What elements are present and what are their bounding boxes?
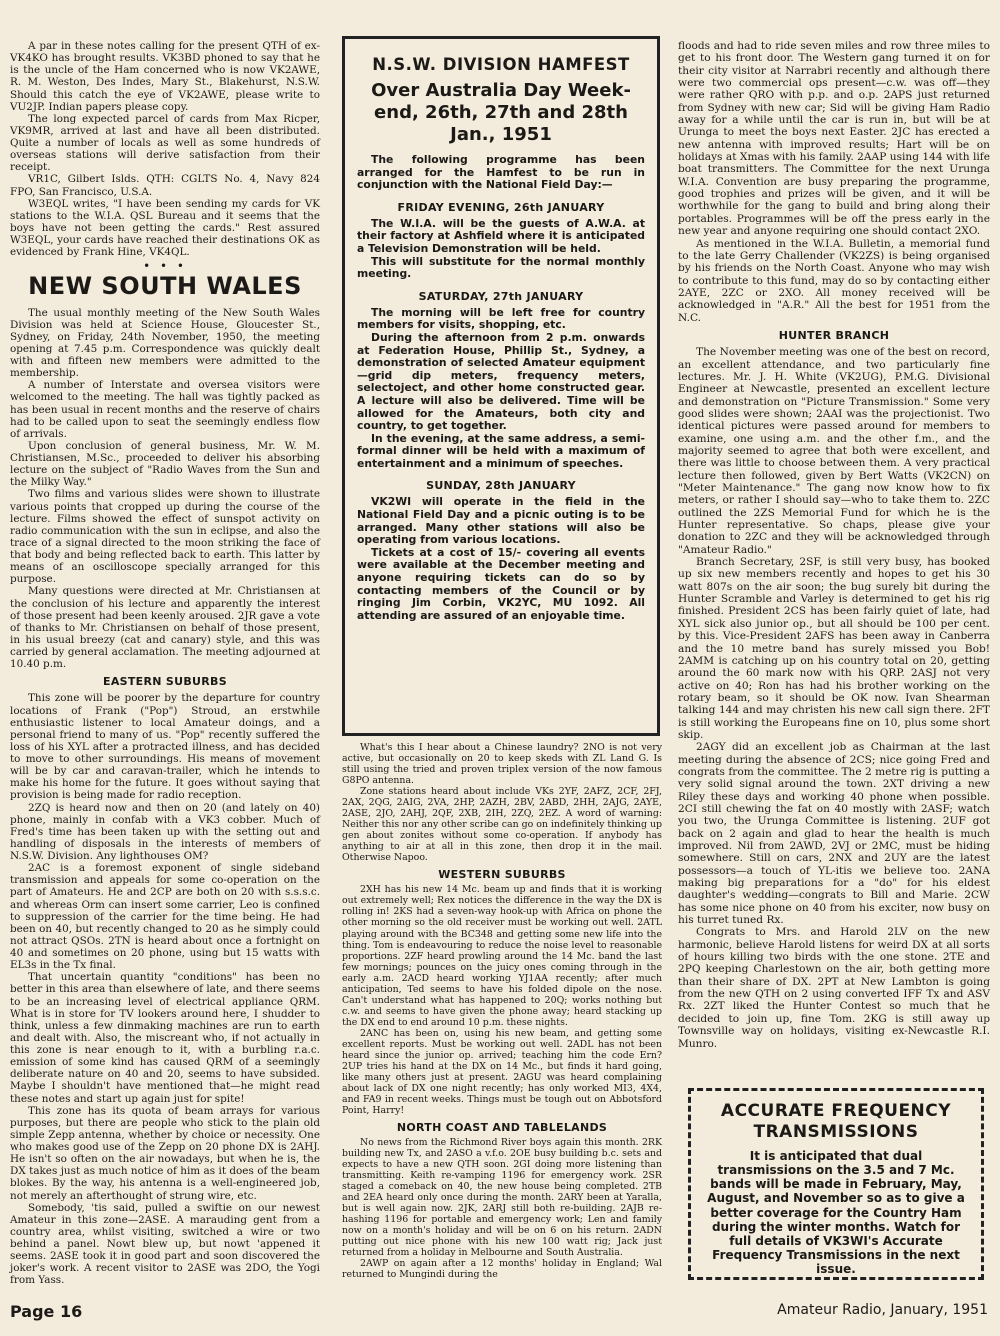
paragraph: 2AC is a foremost exponent of single sideband transmission and appeals for some co-operation on the part of Amateurs. He and 2CP are both on 20 with s.s.s.c. and whereas Orm can insert some carrier, Leo is confined to suppression of the carrier for the time being. He had been on 40, but recently changed to 20 as he simply could not attract QSOs. 2TN is heard about once a fortnight on 40 and sometimes on 20 phone, using but 15 watts with EL3s in the Tx final. (10, 862, 320, 972)
paragraph: The long expected parcel of cards from Max Ricper, VK9MR, arrived at last and have all been distributed. Quite a number of locals as well as some hundreds of overseas stations will derive satisfaction from their receipt. (10, 112, 320, 174)
paragraph: This zone will be poorer by the departure for country locations of Frank ("Pop") Stroud, an erstwhile enthusiastic listener to local Amateur doings, and a personal friend to many of us. "Pop" recently suffered the loss of his XYL after a protracted illness, and has decided to move to other surroundings. His means of movement will be by car and caravan-trailer, which he intends to make his home for the future. It goes without saying that provision is being made for radio reception. (10, 692, 320, 802)
paragraph: Somebody, 'tis said, pulled a swiftie on our newest Amateur in this zone—2ASE. A marauding gent from a country area, whilst visiting, switched a wire or two behind a panel. Nowt blew up, but nowt 'appened it seems. 2ASE took it in good part and soon discovered the joker's work. A recent visitor to 2ASE was 2DO, the Yogi from Yass. (10, 1201, 320, 1287)
paragraph: The W.I.A. will be the guests of A.W.A. at their factory at Ashfield where it is anticipated a Television Demonstration will be held. (357, 216, 645, 255)
paragraph: No news from the Richmond River boys again this month. 2RK building new Tx, and 2ASO a v.f.o. 2OE busy building b.c. sets and expects to have a new QTH soon. 2GI doing more listening than transmitting. Keith re-vamping 1196 for emergency work. 2SR staged a comeback on 40, the new house being completed. 2TB and 2EA heard only once during the month. 2ARY been at Yaralla, but is well again now. 2JK, 2ARJ still both re-building. 2AJB re-hashing 1196 for portable and emergency work; Len and family now on a month's holiday and will be on 6 on his return. 2ADN putting out nice phone with his new 100 watt rig; Jack just returned from a holiday in Melbourne and South Australia. (342, 1137, 662, 1259)
paragraph: 2AWP on again after a 12 months' holiday in England; Wal returned to Mungindi during the (342, 1258, 662, 1281)
paragraph: Zone stations heard about include VKs 2YF, 2AFZ, 2CF, 2FJ, 2AX, 2QG, 2AIG, 2VA, 2HP, 2AZH, 2BV, 2ABD, 2HH, 2AJG, 2AYE, 2ASE, 2JO, 2AHJ, 2QF, 2XB, 2IH, 2ZQ, 2EZ. A word of warning: Neither this nor any other scribe can go on indefinitely thinking up gen about zonites without some co-operation. If anybody has anything to air at all in this zone, then drop it in the mail. Otherwise Napoo. (342, 786, 662, 864)
paragraph: During the afternoon from 2 p.m. onwards at Federation House, Phillip St., Sydney, a demonstration of selected Amateur equipment—grid dip meters, frequency meters, selectoject, and other home constructed gear. A lecture will also be delivered. Time will be allowed for the Amateurs, both city and country, to get together. (357, 330, 645, 433)
hunter-branch-heading: HUNTER BRANCH (778, 328, 890, 342)
paragraph: Two films and various slides were shown to illustrate various points that cropped up during the course of the lecture. Films showed the effect of sunspot activity on radio communication with the sun in eclipse, and also the trace of a signal directed to the moon striking the face of that body and being reflected back to earth. This latter by means of an oscilloscope specially arranged for this purpose. (10, 488, 320, 586)
paragraph: As mentioned in the W.I.A. Bulletin, a memorial fund to the late Gerry Challender (VK2ZS) is being organised by his friends on the North Coast. Anyone who may wish to contribute to this fund, may do so by contacting either 2AYE, 2ZC or 2XO. All money received will be acknowledged in "A.R." All the best for 1951 from the N.C. (678, 237, 990, 324)
paragraph: This zone has its quota of beam arrays for various purposes, but there are people who stick to the plain old simple Zepp antenna, whether by choice or necessity. One who makes good use of the Zepp on 20 phone DX is 2AHJ. He isn't so often on the air nowadays, but when he is, the DX takes just as much notice of him as it does of the beam blokes. By the way, his antenna is a well-engineered job, not merely an afterthought of strung wire, etc. (10, 1104, 320, 1202)
hamfest-subtitle: Over Australia Day Week-end, 26th, 27th and 28th Jan., 1951 (371, 80, 631, 145)
column-right (678, 40, 990, 1050)
paragraph: 2AGY did an excellent job as Chairman at the last meeting during the absence of 2CS; nice going Fred and congrats from the committee. The 2 metre rig is putting a very solid signal around the town. 2XT driving a new Riley these days and working 40 phone when possible. 2CI still chewing the fat on 40 mostly with 2ASF; watch you two, the Urunga Committee is listening. 2UF got back on 2 again and glad to hear the health is much improved. Nil from 2AWD, 2VJ or 2MC, must be hiding somewhere. Still on cars, 2NX and 2UY are the latest possessors—a touch of YL-itis we believe too. 2ANA making big preparations for a "do" for his eldest daughter's wedding—congrats to Bill and Marie. 2CW has some nice phone on 40 from his exciter, now busy on his turret tuned Rx. (678, 741, 990, 927)
paragraph: Congrats to Mrs. and Harold 2LV on the new harmonic, believe Harold listens for weird DX at all sorts of hours killing two birds with the one stone. 2TE and 2PQ keeping Charlestown on the air, both getting more than their share of DX. 2PT at New Lambton is going from the new QTH on 2 using converted IFF Tx and ASV Rx. 2ZT liked the Hunter Contest so much that he decided to join up, fine Tom. 2KG is still away up Townsville way on holidays, visiting ex-Newcastle R.I. Munro. (678, 926, 990, 1050)
paragraph: A par in these notes calling for the present QTH of ex-VK4KO has brought results. VK3BD phoned to say that he is the uncle of the Ham concerned who is now VK2AWE, R. M. Weston, Des Indes, Mary St., Blakehurst, N.S.W. Should this catch the eye of VK2AWE, please write to VU2JP. Indian papers please copy. (10, 40, 320, 113)
accurate-frequency-title: ACCURATE FREQUENCY TRANSMISSIONS (720, 1101, 952, 1142)
north-coast-heading: NORTH COAST AND TABLELANDS (396, 1121, 608, 1135)
paragraph: 2ZQ is heard now and then on 20 (and lately on 40) phone, mainly in confab with a VK3 cobber. Much of Fred's time has been taken up with the setting out and handling of disposals in the interests of members of N.S.W. Division. Any lighthouses OM? (10, 801, 320, 862)
paragraph: Tickets at a cost of 15/- covering all events were available at the December meeting and anyone requiring tickets can do so by contacting members of the Council or by ringing Jim Corbin, VK2YC, MU 1092. All attending are assured of an enjoyable time. (357, 545, 645, 622)
western-suburbs-heading: WESTERN SUBURBS (438, 868, 566, 882)
accurate-frequency-box (688, 1088, 984, 1280)
paragraph: That uncertain quantity "conditions" has been no better in this area than elsewhere of late, and there seems to be an increasing level of electrical appliance QRM. What is in store for TV lookers around here, I shudder to think, unless a few dinmaking machines are run to earth and dealt with. Also, the miscreant who, if not actually in this zone is near enough to it, with a burbling r.a.c. emission of some kind has caused QRM of a seemingly deliberate nature on 40 and 20, seems to have subsided. Maybe I shouldn't have mentioned that—he might read these notes and start up again just for spite! (10, 971, 320, 1105)
paragraph: 2ANC has been on, using his new beam, and getting some excellent reports. Must be working out well. 2ADL has not been heard since the junior op. arrived; teaching him the code Ern? 2UP tries his hand at the DX on 14 Mc., but finds it hard going, like many others just at present. 2AGU was heard complaining about lack of DX one night recently; has only worked MI3, 4X4, and FA9 in recent weeks. Things must be tough out on Abbotsford Point, Harry! (342, 1027, 662, 1116)
column-left (10, 40, 320, 1287)
saturday-heading: SATURDAY, 27th JANUARY (418, 289, 584, 303)
hamfest-box (342, 36, 660, 736)
paragraph: Upon conclusion of general business, Mr. W. M. Christiansen, M.Sc., proceeded to deliver his absorbing lecture on the subject of "Radio Waves from the Sun and the Milky Way." (10, 439, 320, 489)
paragraph: floods and had to ride seven miles and row three miles to get to his front door. The Western gang turned it on for their city visitor at Narrabri recently and although there were two commercial ops present—c.w. was off—they were rather QRO with p.p. and o.p. 2APS just returned from Sydney with new car; Sid will be giving Ham Radio away for a while until the car is run in, but will be at Urunga to meet the boys next Easter. 2JC has erected a new antenna with improved results; Hart will be on holidays at Xmas with his family. 2AAP using 144 with life boat transmitters. The Committee for the next Urunga W.I.A. Convention are busy preparing the programme, good trophies and prizes will be given, and it will be worthwhile for the gang to build and bring along their portables. Programmes will be off the press early in the new year and anyone requiring one should contact 2XO. (678, 40, 990, 238)
friday-heading: FRIDAY EVENING, 26th JANUARY (397, 200, 605, 214)
paragraph: W3EQL writes, "I have been sending my cards for VK stations to the W.I.A. QSL Bureau and it seems that the boys have not been getting the cards." Rest assured W3EQL, your cards have reached their destinations OK as evidenced by Frank Hine, VK4QL. (10, 197, 320, 259)
hamfest-intro: The following programme has been arranged for the Hamfest to be run in conjunction with the National Field Day:— (357, 153, 645, 192)
paragraph: A number of Interstate and oversea visitors were welcomed to the meeting. The hall was tightly packed as has been usual in recent months and the reserve of chairs had to be called upon to seat the seemingly endless flow of arrivals. (10, 379, 320, 440)
hamfest-title: N.S.W. DIVISION HAMFEST (372, 55, 630, 74)
paragraph: Many questions were directed at Mr. Christiansen at the conclusion of his lecture and apparently the interest of those present had been keenly aroused. 2JR gave a vote of thanks to Mr. Christiansen on behalf of those present, in his usual breezy (cat and canary) style, and this was carried by general acclamation. The meeting adjourned at 10.40 p.m. (10, 585, 320, 671)
paragraph: In the evening, at the same address, a semi-formal dinner will be held with a maximum of entertainment and a minimum of speeches. (357, 431, 645, 470)
page-number: Page 16 (10, 1302, 83, 1321)
eastern-suburbs-heading: EASTERN SUBURBS (103, 675, 227, 689)
paragraph: Branch Secretary, 2SF, is still very busy, has booked up six new members recently and hopes to get his 30 watt 807s on the air soon; the bug surely bit during the Hunter Scramble and Varley is determined to get his rig finished. President 2CS has been fairly quiet of late, had XYL sick also junior op., but all should be 100 per cent. by this. Vice-President 2AFS has been away in Canberra and the 10 metre band has surely missed you Bob! 2AMM is catching up on his country total on 20, getting around the 60 mark now with his QRP. 2ASJ not very active on 40; Ron has had his brother working on the rotary beam, so it should be OK now. Ivan Shearman talking 144 and may christen his new call sign there. 2FT is still working the Europeans fine on 10, plus some short skip. (678, 556, 990, 741)
sunday-heading: SUNDAY, 28th JANUARY (426, 479, 576, 493)
publication-footer: Amateur Radio, January, 1951 (777, 1302, 988, 1318)
paragraph: This will substitute for the normal monthly meeting. (357, 254, 645, 281)
accurate-frequency-body: It is anticipated that dual transmissions on the 3.5 and 7 Mc. bands will be made in February, May, August, and November so as to give a better coverage for the Country Ham during the winter months. Watch for full details of VK3WI's Accurate Frequency Transmissions in the next issue. (707, 1149, 965, 1277)
paragraph: VK2WI will operate in the field in the National Field Day and a picnic outing is to be arranged. Many other stations will also be operating from various locations. (357, 495, 645, 547)
nsw-heading: NEW SOUTH WALES (28, 272, 302, 301)
paragraph: The November meeting was one of the best on record, an excellent attendance, and two particularly fine lectures. Mr. J. H. White (VK2UG), P.M.G. Divisional Engineer at Newcastle, presented an excellent lecture and demonstration on "Picture Transmission." Some very good slides were shown; 2AAI was the projectionist. Two identical pictures were passed around for members to examine, one using a.m. and the other f.m., and the majority seemed to agree that both were excellent, and there was little to choose between them. A very practical lecture then followed, given by Bert Watts (VK2CN) on "Meter Maintenance." The gang now know how to fix meters, or rather I should say—who to take them to. 2ZC outlined the 2ZS Memorial Fund for which he is the Hunter representative. So chaps, please give your donation to 2ZC and they will be acknowledged through "Amateur Radio." (678, 346, 990, 556)
section-separator: • • • (143, 259, 187, 274)
paragraph: The morning will be left free for country members for visits, shopping, etc. (357, 305, 645, 332)
paragraph: VR1C, Gilbert Islds. QTH: CGLTS No. 4, Navy 824 FPO, San Francisco, U.S.A. (10, 173, 320, 198)
paragraph: What's this I hear about a Chinese laundry? 2NO is not very active, but occasionally on 20 to keep skeds with ZL Land G. Is still using the tried and proven triplex version of the now famous G8PO antenna. (342, 742, 662, 787)
column-middle (342, 742, 662, 1280)
paragraph: The usual monthly meeting of the New South Wales Division was held at Science House, Gloucester St., Sydney, on Friday, 24th November, 1950, the meeting opening at 7.45 p.m. Correspondence was quickly dealt with and fifteen new members were admitted to the membership. (10, 306, 320, 380)
paragraph: 2XH has his new 14 Mc. beam up and finds that it is working out extremely well; Rex notices the difference in the way the DX is rolling in! 2KS had a seven-way hook-up with Africa on phone the other morning so the old receiver must be working out well. 2ATL playing around with the BC348 and getting some new life into the thing. Tom is endeavouring to reduce the noise level to reasonable proportions. 2ZF heard prowling around the 14 Mc. band the last few mornings; pounces on the juicy ones coming through in the early a.m. 2ACD heard working YJ1AA recently; after much anticipation, Ted seems to have his folded dipole on the nose. Can't understand what has happened to 20Q; works nothing but c.w. and seems to have given the phone away; heard stacking up the DX end to end around 10 p.m. these nights. (342, 884, 662, 1028)
